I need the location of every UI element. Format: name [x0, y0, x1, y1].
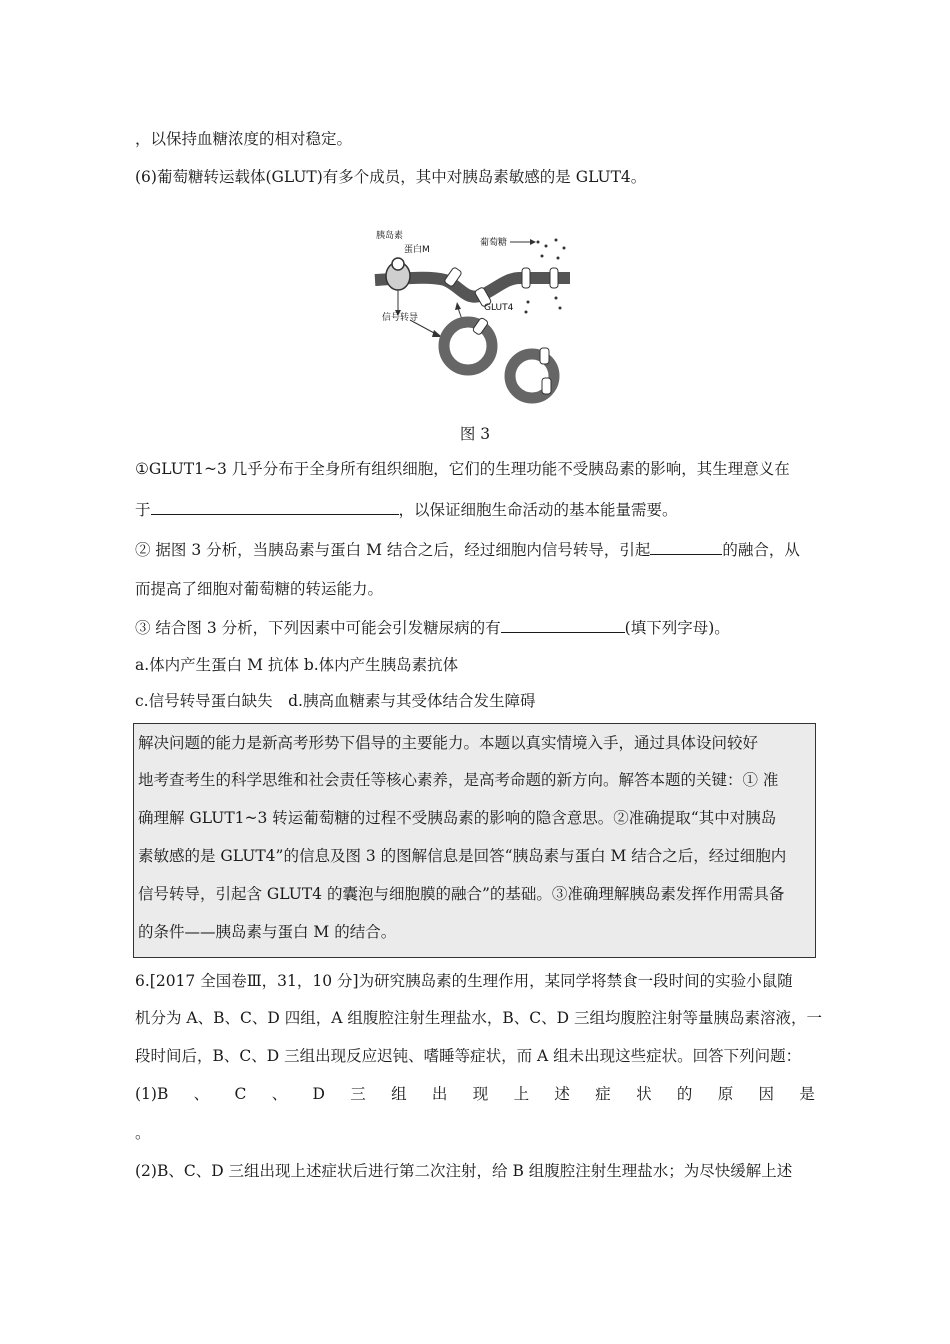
- text-line: 而提高了细胞对葡萄糖的转运能力。: [135, 580, 384, 598]
- option-line: a.体内产生蛋白 M 抗体 b.体内产生胰岛素抗体: [135, 656, 459, 674]
- text-line: ，以保持血糖浓度的相对稳定。: [135, 130, 353, 148]
- word: 出: [431, 1085, 448, 1103]
- word: 因: [758, 1085, 775, 1103]
- text-fragment: ，以保证细胞生命活动的基本能量需要。: [398, 501, 678, 519]
- text-line: 段时间后，B、C、D 三组出现反应迟钝、嗜睡等症状，而 A 组未出现这些症状。回答下列问题：: [135, 1047, 802, 1065]
- word: C: [234, 1085, 247, 1103]
- answer-blank[interactable]: [151, 498, 399, 515]
- answer-blank[interactable]: [650, 538, 722, 555]
- analysis-line: 的条件——胰岛素与蛋白 M 的结合。: [138, 923, 397, 941]
- word: 三: [350, 1085, 366, 1103]
- label-protein-m: 蛋白M: [404, 245, 430, 255]
- analysis-line: 地考查考生的科学思维和社会责任等核心素养，是高考命题的新方向。解答本题的关键：① 准: [138, 771, 779, 789]
- word: 状: [636, 1085, 652, 1103]
- word: (1)B: [135, 1085, 169, 1103]
- word: 原: [717, 1085, 734, 1103]
- figure-caption: 图 3: [459, 425, 491, 443]
- text-line: 。: [135, 1124, 151, 1142]
- label-glucose: 葡萄糖: [480, 238, 508, 248]
- insulin-molecule: [392, 258, 404, 270]
- answer-blank[interactable]: [501, 616, 625, 633]
- analysis-box: [133, 723, 816, 958]
- text-line: [135, 616, 815, 639]
- figure-3-diagram: [370, 228, 580, 408]
- word: D: [312, 1085, 325, 1103]
- text-line: 机分为 A、B、C、D 四组，A 组腹腔注射生理盐水，B、C、D 三组均腹腔注射等量胰岛素溶液，一: [135, 1009, 822, 1027]
- label-insulin: 胰岛素: [376, 231, 404, 241]
- text-line: (2)B、C、D 三组出现上述症状后进行第二次注射，给 B 组腹腔注射生理盐水；为尽快缓解上述: [135, 1162, 793, 1180]
- vesicle: [444, 322, 492, 370]
- word: 症: [595, 1085, 611, 1103]
- text-line: [135, 498, 815, 521]
- text-fragment: (填下列字母)。: [624, 619, 730, 637]
- text-line: (6)葡萄糖转运载体(GLUT)有多个成员，其中对胰岛素敏感的是 GLUT4。: [135, 168, 647, 186]
- word: 述: [554, 1085, 570, 1103]
- word: 、: [271, 1085, 288, 1103]
- text-fragment: ③ 结合图 3 分析，下列因素中可能会引发糖尿病的有: [135, 619, 501, 637]
- analysis-line: 解决问题的能力是新高考形势下倡导的主要能力。本题以真实情境入手，通过具体设问较好: [138, 734, 759, 752]
- analysis-line: 素敏感的是 GLUT4”的信息及图 3 的图解信息是回答“胰岛素与蛋白 M 结合之后，经过细胞内: [138, 847, 787, 865]
- analysis-line: 确理解 GLUT1~3 转运葡萄糖的过程不受胰岛素的影响的隐含意思。②准确提取“其中对胰岛: [138, 809, 777, 827]
- word: 的: [676, 1085, 693, 1103]
- text-line: 6.[2017 全国卷Ⅲ，31，10 分]为研究胰岛素的生理作用，某同学将禁食一段时间的实验小鼠随: [135, 972, 793, 990]
- text-line: ①GLUT1~3 几乎分布于全身所有组织细胞，它们的生理功能不受胰岛素的影响，其生理意义在: [135, 460, 790, 478]
- word: 、: [193, 1085, 210, 1103]
- word: 是: [799, 1085, 815, 1103]
- option-line: c.信号转导蛋白缺失 d.胰高血糖素与其受体结合发生障碍: [135, 692, 536, 710]
- text-line: [135, 538, 815, 561]
- text-fragment: 于: [135, 501, 151, 519]
- word: 现: [472, 1085, 489, 1103]
- text-fragment: 的融合，从: [722, 541, 800, 559]
- spread-line: [135, 1083, 815, 1105]
- word: 上: [513, 1085, 530, 1103]
- text-fragment: ② 据图 3 分析，当胰岛素与蛋白 M 结合之后，经过细胞内信号转导，引起: [135, 541, 651, 559]
- analysis-line: 信号转导，引起含 GLUT4 的囊泡与细胞膜的融合”的基础。③准确理解胰岛素发挥作用需具备: [138, 885, 785, 903]
- word: 组: [391, 1085, 407, 1103]
- label-glut4: GLUT4: [484, 303, 514, 313]
- label-signal: 信号转导: [382, 313, 419, 323]
